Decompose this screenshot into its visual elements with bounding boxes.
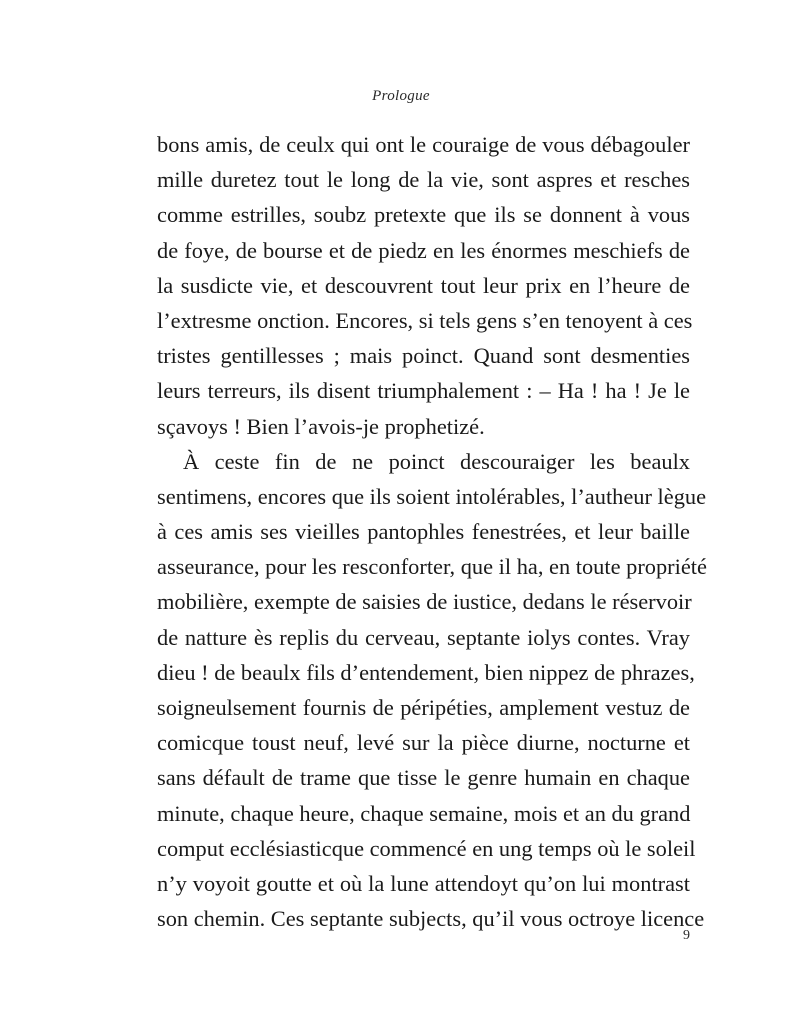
text-line: de foye, de bourse et de piedz en les énormes meschiefs de: [157, 237, 690, 263]
text-line: minute, chaque heure, chaque semaine, mois et an du grand: [157, 800, 691, 826]
text-line: la susdicte vie, et descouvrent tout leur prix en l’heure de: [157, 272, 690, 298]
text-line: soigneulsement fournis de péripéties, amplement vestuz de: [157, 695, 690, 720]
body-text: [157, 127, 707, 936]
text-line: comicque toust neuf, levé sur la pièce diurne, nocturne et: [157, 730, 690, 756]
running-head: Prologue: [372, 88, 430, 104]
text-line: asseurance, pour les resconforter, que il ha, en toute propriété: [157, 554, 707, 580]
text-line: son chemin. Ces septante subjects, qu’il vous octroye licence: [157, 906, 705, 932]
page-number: 9: [683, 928, 690, 943]
text-line: comme estrilles, soubz pretexte que ils se donnent à vous: [157, 202, 690, 228]
text-line: à ces amis ses vieilles pantophles fenestrées, et leur baille: [157, 519, 690, 545]
text-line: tristes gentillesses ; mais poinct. Quand sont desmenties: [157, 343, 690, 369]
text-line: bons amis, de ceulx qui ont le couraige de vous débagouler: [157, 132, 690, 157]
text-line: l’extresme onction. Encores, si tels gens s’en tenoyent à ces: [157, 307, 693, 333]
text-line: de natture ès replis du cerveau, septante iolys contes. Vray: [157, 624, 690, 650]
text-line: À ceste fin de ne poinct descouraiger les beaulx: [183, 448, 690, 474]
text-line: mille duretez tout le long de la vie, sont aspres et resches: [157, 167, 690, 193]
text-line: leurs terreurs, ils disent triumphalement : – Ha ! ha ! Je le: [157, 378, 690, 404]
text-line: sçavoys ! Bien l’avois-je prophetizé.: [157, 413, 485, 439]
text-line: sans défault de trame que tisse le genre humain en chaque: [157, 765, 690, 791]
text-line: comput ecclésiasticque commencé en ung temps où le soleil: [157, 835, 696, 861]
text-line: n’y voyoit goutte et où la lune attendoyt qu’on lui montrast: [157, 870, 690, 896]
text-line: dieu ! de beaulx fils d’entendement, bien nippez de phrazes,: [157, 659, 695, 685]
text-line: sentimens, encores que ils soient intolérables, l’autheur lègue: [157, 483, 707, 509]
text-line: mobilière, exempte de saisies de iustice, dedans le réservoir: [157, 589, 692, 615]
